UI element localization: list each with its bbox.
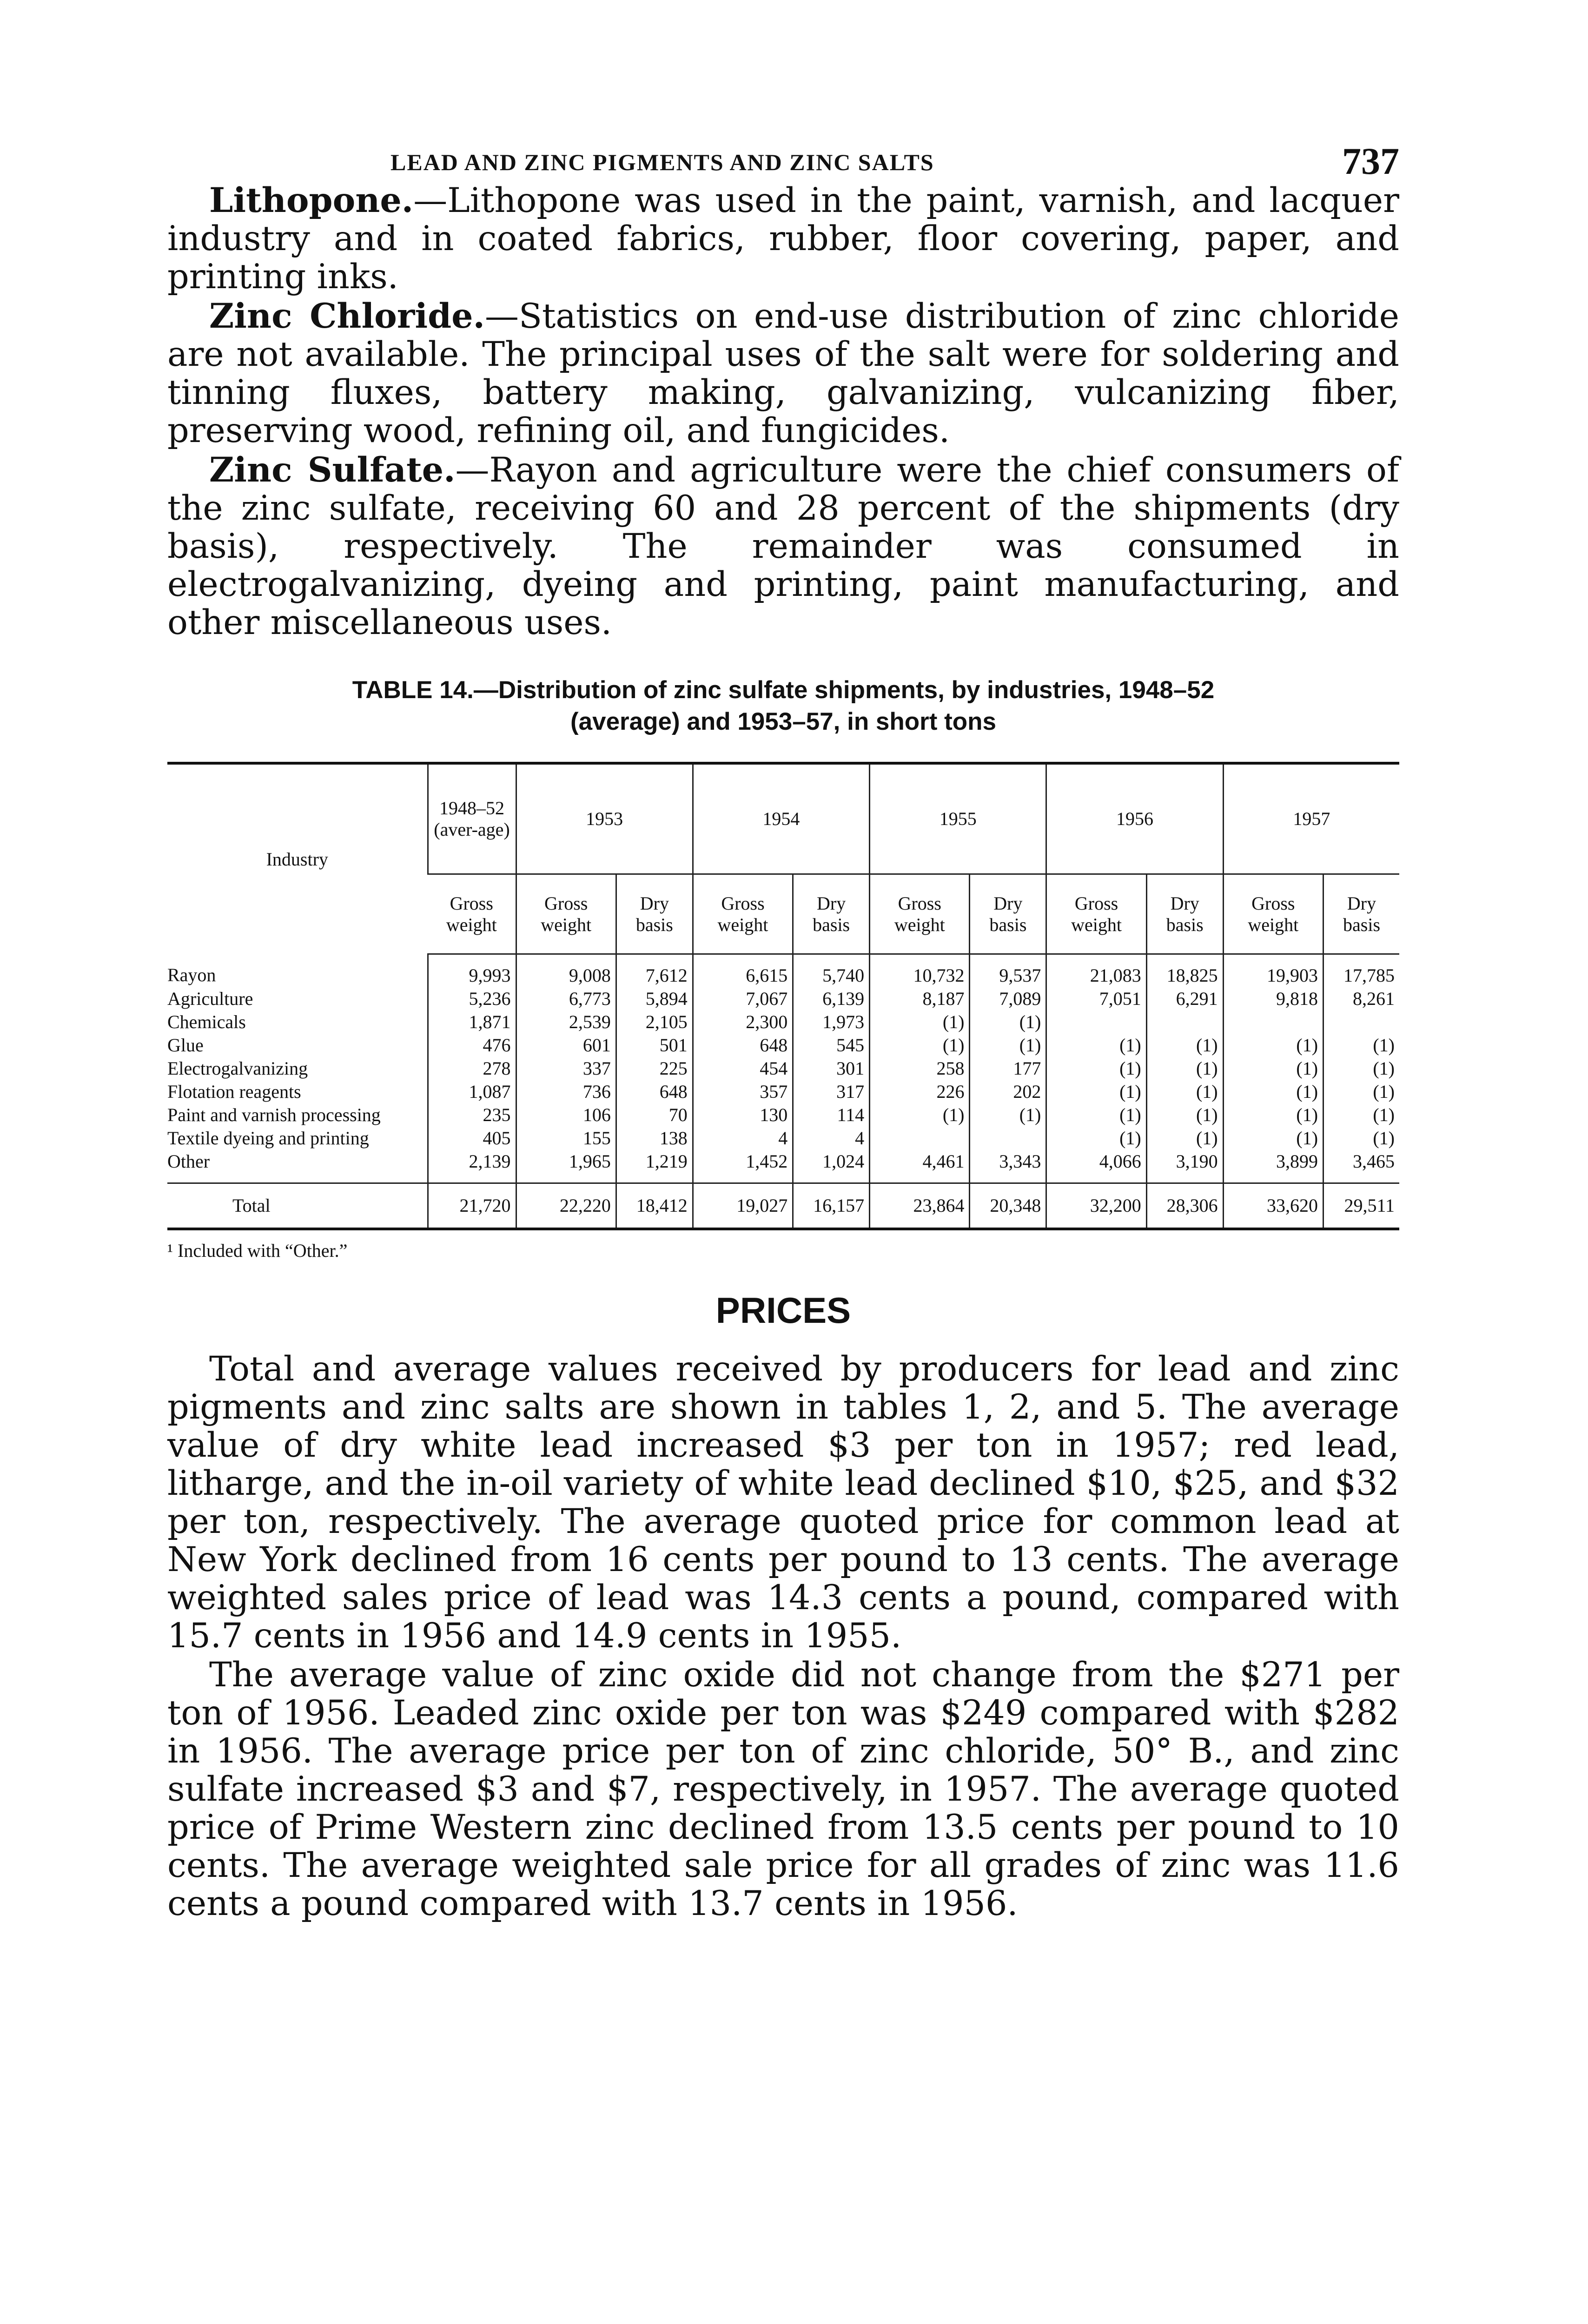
value-cell: 1,871 (428, 1010, 516, 1034)
value-cell: 106 (516, 1103, 616, 1127)
value-cell: 1,024 (793, 1150, 870, 1183)
value-cell: 8,187 (870, 987, 970, 1010)
page (167, 130, 1399, 1923)
subheader-dry-basis: Dry basis (1146, 874, 1223, 954)
total-value-cell: 20,348 (970, 1183, 1046, 1228)
value-cell: 317 (793, 1080, 870, 1103)
subheader-dry-basis: Dry basis (616, 874, 693, 954)
paragraph-heading: Zinc Chloride. (209, 296, 485, 336)
table-caption-line-2: (average) and 1953–57, in short tons (570, 708, 997, 735)
value-cell: 7,612 (616, 954, 693, 988)
paragraph-heading: Zinc Sulfate. (209, 450, 456, 490)
industry-cell: Chemicals (167, 1011, 246, 1032)
value-cell (1323, 1010, 1399, 1034)
value-cell: 1,965 (516, 1150, 616, 1183)
value-cell: 114 (793, 1103, 870, 1127)
paragraph-heading: Lithopone. (209, 180, 414, 220)
value-cell: 454 (693, 1057, 793, 1080)
total-value-cell: 28,306 (1146, 1183, 1223, 1228)
prices-section (167, 1350, 1399, 1923)
value-cell (1223, 1010, 1323, 1034)
column-header-year: 1953 (516, 765, 693, 874)
paragraph-zinc-sulfate (167, 451, 1399, 642)
value-cell: 357 (693, 1080, 793, 1103)
subheader-dry-basis: Dry basis (793, 874, 870, 954)
total-value-cell: 21,720 (428, 1183, 516, 1228)
value-cell: (1) (1223, 1103, 1323, 1127)
value-cell: 501 (616, 1034, 693, 1057)
value-cell: 3,190 (1146, 1150, 1223, 1183)
value-cell: 2,105 (616, 1010, 693, 1034)
total-value-cell: 29,511 (1323, 1183, 1399, 1228)
column-header-year: 1957 (1223, 765, 1399, 874)
value-cell: 9,008 (516, 954, 616, 988)
industry-cell: Other (167, 1151, 210, 1172)
value-cell (970, 1127, 1046, 1150)
value-cell: (1) (1323, 1103, 1399, 1127)
column-header-industry: Industry (266, 848, 328, 870)
prices-paragraph: Total and average values received by producers for lead and zinc pigments and zinc salts are shown in tables 1, 2, and 5. The average value of dry white lead increased $3 per ton in 1957; red lead, litharge, and the in-oil variety of white lead declined $10, $25, and $32 per ton, respectively. The average quoted price for common lead at New York declined from 16 cents per pound to 13 cents. The average weighted sales price of lead was 14.3 cents a pound, compared with 15.7 cents in 1956 and 14.9 cents in 1955. (167, 1349, 1399, 1656)
value-cell: 70 (616, 1103, 693, 1127)
value-cell: (1) (1046, 1057, 1146, 1080)
prices-paragraph: The average value of zinc oxide did not change from the $271 per ton of 1956. Leaded zinc oxide per ton was $249 compared with $282 in 1956. The average price per ton of zinc chloride, 50° B., and zinc sulfate increased $3 and $7, respectively, in 1957. The average quoted price of Prime Western zinc declined from 13.5 cents per pound to 10 cents. The average weighted sale price for all grades of zinc was 11.6 cents a pound compared with 13.7 cents in 1956. (167, 1655, 1399, 1923)
value-cell: 648 (616, 1080, 693, 1103)
subheader-gross-weight: Gross weight (428, 874, 516, 954)
table-caption-line-1: TABLE 14.—Distribution of zinc sulfate shipments, by industries, 1948–52 (352, 676, 1215, 704)
paragraph-text: —Lithopone was used in the paint, varnish, and lacquer industry and in coated fabrics, rubber, floor covering, paper, and printing inks. (167, 181, 1399, 297)
value-cell: 19,903 (1223, 954, 1323, 988)
value-cell: 4 (793, 1127, 870, 1150)
total-value-cell: 22,220 (516, 1183, 616, 1228)
value-cell: (1) (1046, 1080, 1146, 1103)
table-caption (167, 674, 1399, 738)
value-cell: (1) (1046, 1127, 1146, 1150)
value-cell: 3,343 (970, 1150, 1046, 1183)
zinc-sulfate-table (167, 765, 1399, 1228)
value-cell: (1) (1323, 1127, 1399, 1150)
subheader-gross-weight: Gross weight (516, 874, 616, 954)
subheader-dry-basis: Dry basis (970, 874, 1046, 954)
value-cell: 6,615 (693, 954, 793, 988)
value-cell: 258 (870, 1057, 970, 1080)
value-cell: (1) (1223, 1080, 1323, 1103)
value-cell: 545 (793, 1034, 870, 1057)
industry-cell: Paint and varnish processing (167, 1104, 381, 1125)
value-cell: (1) (1323, 1080, 1399, 1103)
industry-cell: Glue (167, 1035, 204, 1056)
subheader-gross-weight: Gross weight (1223, 874, 1323, 954)
column-header-year: 1954 (693, 765, 869, 874)
industry-cell: Flotation reagents (167, 1081, 301, 1102)
value-cell: 8,261 (1323, 987, 1399, 1010)
value-cell: 5,894 (616, 987, 693, 1010)
running-head (167, 130, 1399, 181)
subheader-gross-weight: Gross weight (870, 874, 970, 954)
value-cell (1046, 1010, 1146, 1034)
value-cell: (1) (870, 1034, 970, 1057)
paragraph-lithopone (167, 181, 1399, 296)
value-cell: 1,219 (616, 1150, 693, 1183)
value-cell: 2,300 (693, 1010, 793, 1034)
value-cell: 5,740 (793, 954, 870, 988)
value-cell: 130 (693, 1103, 793, 1127)
value-cell: (1) (970, 1034, 1046, 1057)
table-row (167, 1034, 1399, 1057)
value-cell: 4 (693, 1127, 793, 1150)
total-value-cell: 18,412 (616, 1183, 693, 1228)
total-value-cell: 16,157 (793, 1183, 870, 1228)
value-cell: 1,973 (793, 1010, 870, 1034)
value-cell: 235 (428, 1103, 516, 1127)
value-cell: 7,089 (970, 987, 1046, 1010)
value-cell: 405 (428, 1127, 516, 1150)
value-cell: (1) (1323, 1034, 1399, 1057)
table-row (167, 1080, 1399, 1103)
table-row (167, 987, 1399, 1010)
page-number: 737 (1342, 140, 1399, 182)
industry-cell: Rayon (167, 964, 216, 986)
value-cell: (1) (1146, 1103, 1223, 1127)
value-cell: 155 (516, 1127, 616, 1150)
paragraph-zinc-chloride (167, 297, 1399, 450)
value-cell: 6,773 (516, 987, 616, 1010)
value-cell: (1) (1223, 1034, 1323, 1057)
value-cell: (1) (970, 1010, 1046, 1034)
subheader-gross-weight: Gross weight (693, 874, 793, 954)
industry-cell: Textile dyeing and printing (167, 1128, 369, 1149)
value-cell: 7,051 (1046, 987, 1146, 1010)
value-cell: 138 (616, 1127, 693, 1150)
total-value-cell: 32,200 (1046, 1183, 1146, 1228)
value-cell: 7,067 (693, 987, 793, 1010)
value-cell: 202 (970, 1080, 1046, 1103)
value-cell: (1) (1146, 1080, 1223, 1103)
value-cell: 601 (516, 1034, 616, 1057)
column-header-year: 1956 (1046, 765, 1223, 874)
subheader-gross-weight: Gross weight (1046, 874, 1146, 954)
value-cell: (1) (1046, 1034, 1146, 1057)
value-cell: (1) (1146, 1034, 1223, 1057)
paragraph-text: —Rayon and agriculture were the chief consumers of the zinc sulfate, receiving 60 and 28 percent of the shipments (dry basis), respectively. The remainder was consumed in electrogalvanizing, dyeing and printing, paint manufacturing, and other miscellaneous uses. (167, 450, 1399, 642)
value-cell: 6,139 (793, 987, 870, 1010)
industry-cell: Electrogalvanizing (167, 1058, 308, 1079)
value-cell (1146, 1010, 1223, 1034)
value-cell: (1) (1223, 1127, 1323, 1150)
value-cell: 1,452 (693, 1150, 793, 1183)
value-cell: (1) (970, 1103, 1046, 1127)
table-container (167, 762, 1399, 1230)
total-value-cell: 19,027 (693, 1183, 793, 1228)
table-total-row (167, 1183, 1399, 1228)
table-row (167, 1010, 1399, 1034)
column-header-average: 1948–52 (aver-age) (428, 765, 516, 874)
value-cell: 18,825 (1146, 954, 1223, 988)
value-cell: 6,291 (1146, 987, 1223, 1010)
value-cell (870, 1127, 970, 1150)
value-cell: 9,818 (1223, 987, 1323, 1010)
value-cell: 3,465 (1323, 1150, 1399, 1183)
table-row (167, 1103, 1399, 1127)
table-body (167, 954, 1399, 1228)
table-row (167, 954, 1399, 988)
value-cell: 3,899 (1223, 1150, 1323, 1183)
value-cell: (1) (1146, 1057, 1223, 1080)
value-cell: 225 (616, 1057, 693, 1080)
total-value-cell: 33,620 (1223, 1183, 1323, 1228)
value-cell: 21,083 (1046, 954, 1146, 988)
paragraph-text: —Statistics on end-use distribution of zinc chloride are not available. The principal uses of the salt were for soldering and tinning fluxes, battery making, galvanizing, vulcanizing fiber, preserving wood, refining oil, and fungicides. (167, 297, 1399, 450)
section-title-prices: PRICES (715, 1290, 851, 1331)
value-cell: (1) (1223, 1057, 1323, 1080)
value-cell: 278 (428, 1057, 516, 1080)
subheader-dry-basis: Dry basis (1323, 874, 1399, 954)
value-cell: 17,785 (1323, 954, 1399, 988)
industry-cell: Agriculture (167, 988, 253, 1009)
value-cell: 226 (870, 1080, 970, 1103)
value-cell: 736 (516, 1080, 616, 1103)
total-value-cell: 23,864 (870, 1183, 970, 1228)
value-cell: 9,537 (970, 954, 1046, 988)
value-cell: 10,732 (870, 954, 970, 988)
value-cell: (1) (1146, 1127, 1223, 1150)
total-label: Total (167, 1183, 428, 1228)
value-cell: 4,461 (870, 1150, 970, 1183)
value-cell: 2,139 (428, 1150, 516, 1183)
value-cell: 337 (516, 1057, 616, 1080)
value-cell: (1) (1046, 1103, 1146, 1127)
value-cell: 4,066 (1046, 1150, 1146, 1183)
value-cell: (1) (1323, 1057, 1399, 1080)
value-cell: 476 (428, 1034, 516, 1057)
value-cell: 5,236 (428, 987, 516, 1010)
value-cell: 2,539 (516, 1010, 616, 1034)
value-cell: 1,087 (428, 1080, 516, 1103)
table-row (167, 1127, 1399, 1150)
column-header-year: 1955 (870, 765, 1046, 874)
table-row (167, 1057, 1399, 1080)
running-title: LEAD AND ZINC PIGMENTS AND ZINC SALTS (390, 149, 934, 175)
value-cell: (1) (870, 1103, 970, 1127)
table-row (167, 1150, 1399, 1183)
table-footnote: ¹ Included with “Other.” (167, 1240, 348, 1261)
value-cell: (1) (870, 1010, 970, 1034)
value-cell: 648 (693, 1034, 793, 1057)
value-cell: 301 (793, 1057, 870, 1080)
value-cell: 9,993 (428, 954, 516, 988)
value-cell: 177 (970, 1057, 1046, 1080)
